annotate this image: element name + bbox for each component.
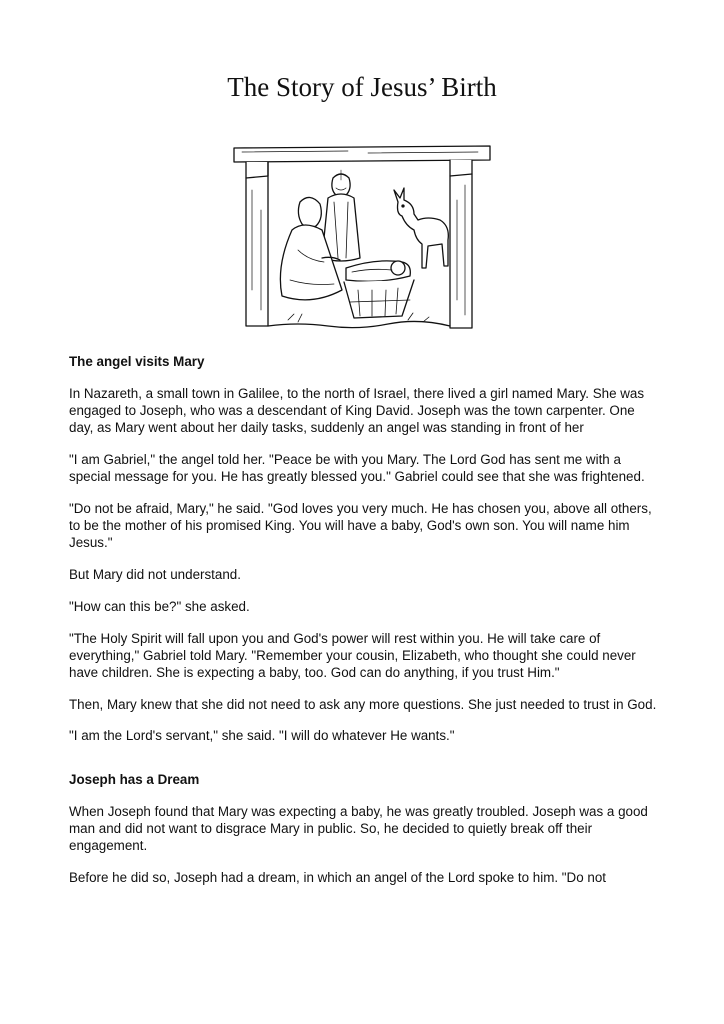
nativity-scene-illustration [228,140,494,336]
paragraph: "I am Gabriel," the angel told her. "Peace be with you Mary. The Lord God has sent me with a special message for you. He has greatly blessed you." Gabriel could see that she was frightened. [69,452,645,485]
paragraph: Before he did so, Joseph had a dream, in which an angel of the Lord spoke to him. "Do not [69,869,606,885]
paragraph: In Nazareth, a small town in Galilee, to the north of Israel, there lived a girl named Mary. She was engaged to Joseph, who was a descendant of King David. Joseph was the town carpenter. One day, as Mary went about her daily tasks, suddenly an angel was standing in front of her [69,386,645,436]
paragraph: "Do not be afraid, Mary," he said. "God loves you very much. He has chosen you, above all others, to be the mother of his promised King. You will have a baby, God's own son. You will name him Jesus." [69,501,652,551]
section-heading: Joseph has a Dream [69,771,200,787]
story-content [69,353,661,900]
donkey-figure [394,188,448,268]
manger-with-baby [344,261,414,318]
paragraph: "The Holy Spirit will fall upon you and God's power will rest within you. He will take care of everything," Gabriel told Mary. "Remember your cousin, Elizabeth, who thought she could never have children. She is expecting a baby, too. God can do anything, if you trust Him." [69,630,636,680]
page-title: The Story of Jesus’ Birth [227,72,497,102]
paragraph: When Joseph found that Mary was expecting a baby, he was greatly troubled. Joseph was a good man and did not want to disgrace Mary in public. So, he decided to quietly break off their engagement. [69,803,648,853]
paragraph: Then, Mary knew that she did not need to ask any more questions. She just needed to trust in God. [69,696,657,712]
paragraph: "I am the Lord's servant," she said. "I will do whatever He wants." [69,728,455,744]
paragraph: "How can this be?" she asked. [69,598,250,614]
paragraph: But Mary did not understand. [69,567,241,583]
section-heading: The angel visits Mary [69,354,205,369]
